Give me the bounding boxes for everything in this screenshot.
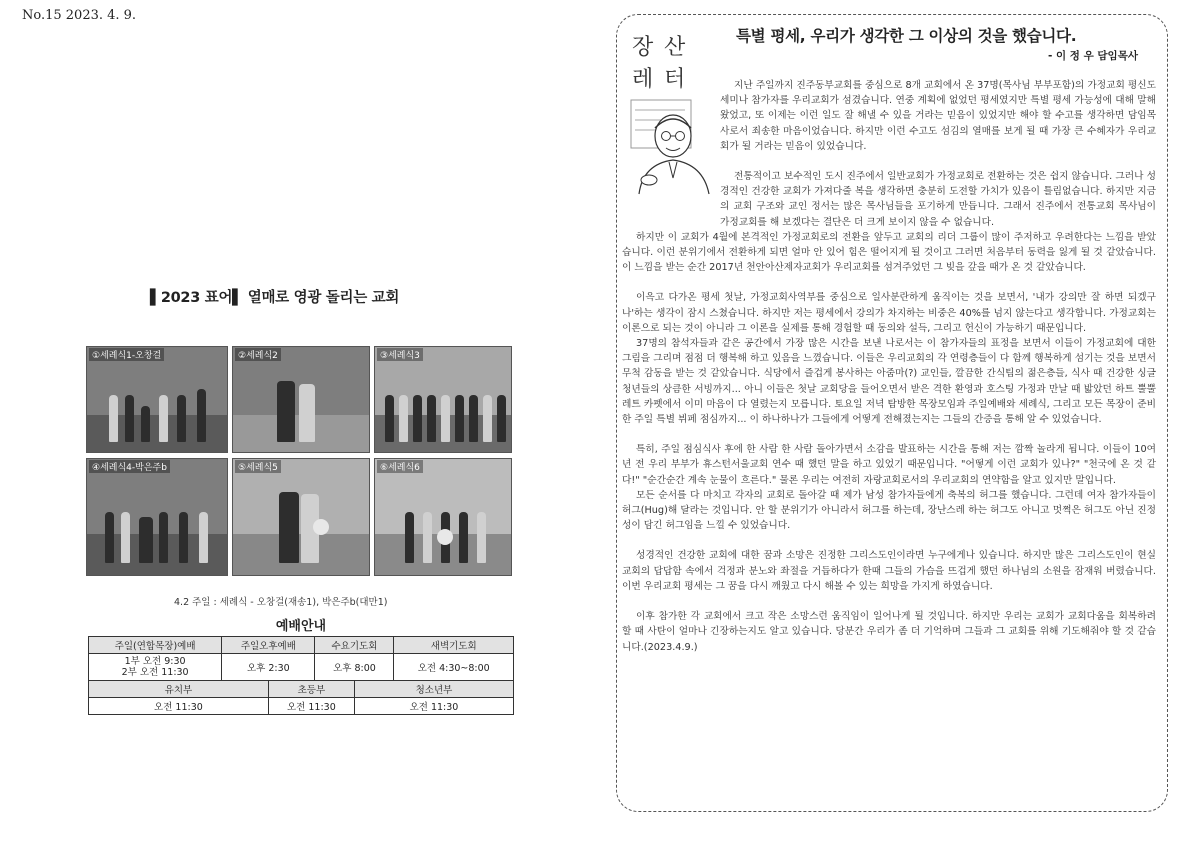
- service-header: 주일오후예배: [222, 637, 315, 654]
- service-time: 오전 11:30: [354, 698, 513, 715]
- photo-label: ③세례식3: [377, 348, 423, 361]
- logo-char: 산: [664, 35, 686, 60]
- service-header: 유치부: [89, 681, 269, 698]
- logo-char: 장: [632, 35, 654, 60]
- letter-paragraph: 하지만 이 교회가 4월에 본격적인 가정교회로의 전환을 앞두고 교회의 리더 그룹이 많이 주저하고 우려한다는 느낌을 받았습니다. 이런 분위기에서 전환하게 되면 얼마 안 있어 힘은 떨어지게 될 것이고 그러면 처음부터 동력을 잃게 될 것 같았습니다. 이 느낌을 받는 순간 2017년 천안아산제자교회가 우리교회를 섬겨주었던 그 빚을 갚을 때가 온 것 같았습니다.: [622, 231, 1156, 274]
- baptism-photo-grid: [86, 346, 512, 576]
- issue-number: No.15 2023. 4. 9.: [22, 8, 137, 23]
- baptism-photo-3: [374, 346, 512, 453]
- letter-paragraph: 특히, 주일 점심식사 후에 한 사람 한 사람 돌아가면서 소감을 발표하는 시간을 통해 저는 깜짝 놀라게 됩니다. 이들이 10여 년 전 우리 부부가 휴스턴서울교회 연수 때 했던 말을 하고 있었기 때문입니다. "어떻게 이런 교회가 있나?" "천국에 온 것 같다!" "순간순간 계속 눈물이 흐른다." 물론 우리는 여전히 자랑교회로서의 우리교회의 연약함을 알고 있지만 말입니다.: [622, 444, 1156, 486]
- letter-paragraph: 성경적인 건강한 교회에 대한 꿈과 소망은 진정한 그리스도인이라면 누구에게나 있습니다. 하지만 많은 그리스도인이 현실 교회의 답답함 속에서 걱정과 분노와 좌절을 거듭하다가 한때 그들의 가슴을 뜨겁게 했던 하나님의 소원을 잠재워 버렸습니다. 이번 우리교회 평세는 그 꿈을 다시 깨웠고 다시 해볼 수 있는 희망을 가지게 하였습니다.: [622, 550, 1156, 592]
- baptism-photo-5: [232, 458, 370, 576]
- service-header: 청소년부: [354, 681, 513, 698]
- letter-title: 특별 평세, 우리가 생각한 그 이상의 것을 했습니다.: [736, 27, 1077, 45]
- service-time: 오후 8:00: [315, 654, 394, 681]
- photo-label: ④세례식4-박은주b: [89, 460, 170, 473]
- service-time: 1부 오전 9:30 2부 오전 11:30: [89, 654, 222, 681]
- photo-label: ⑥세례식6: [377, 460, 423, 473]
- letter-paragraph: 이후 참가한 각 교회에서 크고 작은 소망스런 움직임이 일어나게 될 것입니다. 하지만 우리는 교회가 교회다움을 회복하려 할 때 사탄이 얼마나 긴장하는지도 알고 있습니다. 당분간 우리가 좀 더 기억하며 그들과 그 교회를 위해 기도해줘야 할 것 같습니다.(2023.4.9.): [622, 611, 1156, 653]
- service-time: 오전 11:30: [268, 698, 354, 715]
- service-time: 오전 4:30~8:00: [394, 654, 514, 681]
- logo-char: 터: [664, 67, 686, 92]
- photo-caption: 4.2 주일 : 세례식 - 오창걸(재송1), 박은주b(대만1): [174, 597, 388, 608]
- baptism-photo-6: [374, 458, 512, 576]
- service-header: 초등부: [268, 681, 354, 698]
- photo-label: ⑤세례식5: [235, 460, 281, 473]
- photo-label: ①세례식1-오창걸: [89, 348, 164, 361]
- letter-paragraph: 이윽고 다가온 평세 첫날, 가정교회사역부를 중심으로 일사분란하게 움직이는 것을 보면서, '내가 강의만 잘 하면 되겠구나'하는 생각이 잠시 스쳤습니다. 하지만 저는 평세에서 강의가 차지하는 비중은 40%를 넘지 않는다고 생각합니다. 가정교회는 이론으로 되는 것이 아니라 그 이론을 실제를 통해 경험할 때 동의와 설득, 그리고 헌신이 가능하기 때문입니다.: [622, 292, 1156, 334]
- church-motto: ▌2023 표어▌ 열매로 영광 돌리는 교회: [150, 290, 400, 306]
- letter-paragraph: 전통적이고 보수적인 도시 진주에서 일반교회가 가정교회로 전환하는 것은 쉽지 않습니다. 그러나 성경적인 건강한 교회가 가져다줄 복을 생각하면 충분히 도전할 가치가 있음이 틀림없습니다. 하지만 지금의 교회 구조와 교인 정서는 많은 목사님들을 포기하게 만듭니다. 그래서 진주에서 전통교회 목사님이 가정교회를 해 보겠다는 결단은 더 크게 보이지 않을 수 없습니다.: [720, 171, 1156, 228]
- service-header: 수요기도회: [315, 637, 394, 654]
- baptism-photo-1: [86, 346, 228, 453]
- letter-paragraph: 모든 순서를 다 마치고 각자의 교회로 돌아갈 때 제가 남성 참가자들에게 축복의 허그를 했습니다. 그런데 여자 참가자들이 허그(Hug)해 달라는 것입니다. 안 할 분위기가 아니라서 허그를 하는데, 장난스레 하는 허그도 아니고 멋쩍은 허그도 아닌 진정성이 담긴 허그임을 느낄 수 있었습니다.: [622, 489, 1156, 532]
- worship-schedule-title: 예배안내: [89, 615, 514, 637]
- service-header: 새벽기도회: [394, 637, 514, 654]
- worship-schedule-table: [88, 615, 514, 715]
- baptism-photo-2: [232, 346, 370, 453]
- logo-char: 레: [632, 67, 654, 92]
- letter-author: - 이 정 우 담임목사: [1048, 50, 1138, 62]
- baptism-photo-4: [86, 458, 228, 576]
- service-header: 주일(연합목장)예배: [89, 637, 222, 654]
- letter-paragraph: 지난 주일까지 진주동부교회를 중심으로 8개 교회에서 온 37명(목사님 부부포함)의 가정교회 평신도세미나 참가자를 우리교회가 섬겼습니다. 연중 계획에 없었던 평세였지만 특별 평세 가능성에 대해 말해 왔었고, 또 이제는 이런 일도 잘 해낼 수 있을 거라는 믿음이 있었지만 해야 할 수고를 생각하면 담임목사로서 죄송한 마음이었습니다. 하지만 이런 수고도 섬김의 열매를 보게 될 때 가장 큰 수혜자가 우리교회가 될 거라는 믿음이 있었습니다.: [720, 80, 1156, 152]
- photo-label: ②세례식2: [235, 348, 281, 361]
- service-time: 오전 11:30: [89, 698, 269, 715]
- letter-body: [622, 78, 1156, 655]
- service-time: 오후 2:30: [222, 654, 315, 681]
- letter-paragraph: 37명의 참석자들과 같은 공간에서 가장 많은 시간을 보낸 나로서는 이 참가자들의 표정을 보면서 이들이 가정교회에 대한 그림을 그리며 점점 더 행복해 하고 있음을 느꼈습니다. 이들은 우리교회의 각 연령층들이 다 함께 행복하게 섬기는 것을 보면서 무척 감동을 받는 것 같았습니다. 식당에서 즐겁게 봉사하는 아줌마(?) 교인들, 깔끔한 간식팀의 젊은층들, 식사 때 건강한 싱글 청년들의 상큼한 서빙까지... 아니 이들은 첫날 교회당을 들어오면서 받은 격한 환영과 호스팅 가정과 만날 때 밟았던 하트 뿔뿔 레트 카펫에서 이미 마음이 다 열렸는지 모릅니다. 토요일 저녁 탐방한 목장모임과 주일예배와 세례식, 그리고 모든 목장이 준비한 주일 특별 뷔페 점심까지... 이 하나하나가 그들에게 어떻게 전해졌는지는 그들의 간증을 통해 알 수 있었습니다.: [622, 338, 1156, 426]
